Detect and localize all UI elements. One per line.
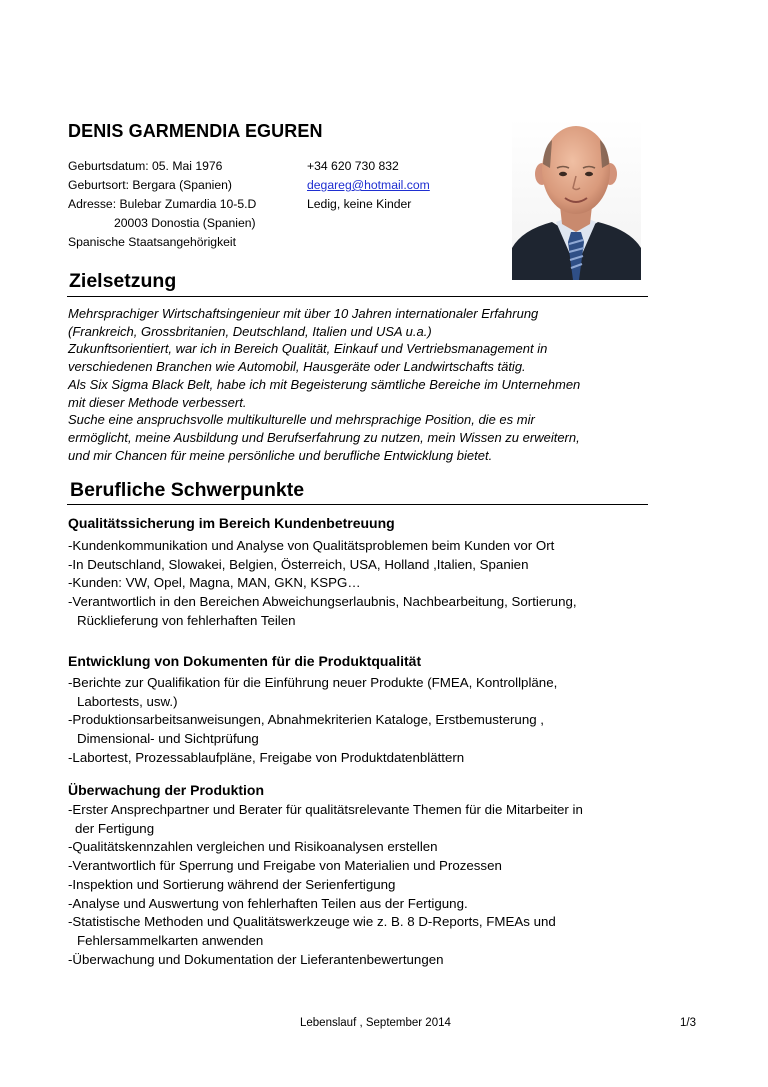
objective-line: verschiedenen Branchen wie Automobil, Hausgeräte oder Landwirtschafts tätig.: [68, 359, 526, 375]
list-item-continuation: Fehlersammelkarten anwenden: [77, 932, 264, 948]
footer-text: Lebenslauf , September 2014: [300, 1017, 451, 1029]
address-line-1: Adresse: Bulebar Zumardia 10-5.D: [68, 197, 257, 211]
section-list-production: [68, 801, 583, 969]
section-list-quality-assurance: [68, 537, 577, 631]
objective-line: Mehrsprachiger Wirtschaftsingenieur mit über 10 Jahren internationaler Erfahrung: [68, 306, 539, 321]
personal-details-right: [307, 157, 430, 214]
section-list-documents: [68, 674, 557, 768]
birthplace: Geburtsort: Bergara (Spanien): [68, 178, 232, 192]
list-item: -Überwachung und Dokumentation der Lieferantenbewertungen: [68, 951, 444, 967]
list-item: -Kunden: VW, Opel, Magna, MAN, GKN, KSPG…: [68, 575, 361, 591]
birthdate: Geburtsdatum: 05. Mai 1976: [68, 159, 223, 173]
list-item: -Verantwortlich in den Bereichen Abweichungserlaubnis, Nachbearbeitung, Sortierung,: [68, 594, 577, 610]
list-item: -Inspektion und Sortierung während der Serienfertigung: [68, 876, 396, 892]
focus-divider: [67, 504, 648, 505]
list-item: -Statistische Methoden und Qualitätswerkzeuge wie z. B. 8 D-Reports, FMEAs und: [68, 914, 556, 930]
list-item-continuation: der Fertigung: [75, 820, 155, 836]
list-item: -Berichte zur Qualifikation für die Einführung neuer Produkte (FMEA, Kontrollpläne,: [68, 675, 558, 690]
nationality: Spanische Staatsangehörigkeit: [68, 235, 237, 249]
list-item-continuation: Rücklieferung von fehlerhaften Teilen: [77, 612, 296, 628]
section-title-production: Überwachung der Produktion: [68, 782, 265, 798]
focus-heading: Berufliche Schwerpunkte: [70, 479, 305, 501]
objective-line: und mir Chancen für meine persönliche und berufliche Entwicklung bietet.: [68, 447, 493, 463]
address-line-2: 20003 Donostia (Spanien): [114, 216, 256, 230]
list-item: -Verantwortlich für Sperrung und Freigabe von Materialien und Prozessen: [68, 858, 502, 874]
page-number: 1/3: [680, 1017, 696, 1029]
section-title-quality-assurance: Qualitätssicherung im Bereich Kundenbetreuung: [68, 515, 395, 531]
profile-photo: [512, 118, 641, 280]
objective-line: Suche eine anspruchsvolle multikulturelle und mehrsprachige Position, die es mir: [68, 412, 535, 428]
list-item-continuation: Dimensional- und Sichtprüfung: [77, 731, 259, 747]
objective-text: [68, 305, 648, 464]
email-link[interactable]: degareg@hotmail.com: [307, 178, 430, 192]
objective-line: mit dieser Methode verbessert.: [68, 394, 247, 410]
list-item: -Qualitätskennzahlen vergleichen und Risikoanalysen erstellen: [68, 839, 438, 855]
list-item: -Analyse und Auswertung von fehlerhaften Teilen aus der Fertigung.: [68, 895, 468, 911]
marital-status: Ledig, keine Kinder: [307, 197, 412, 211]
list-item: -In Deutschland, Slowakei, Belgien, Österreich, USA, Holland ,Italien, Spanien: [68, 556, 529, 572]
list-item: -Kundenkommunikation und Analyse von Qualitätsproblemen beim Kunden vor Ort: [68, 538, 555, 553]
objective-line: Als Six Sigma Black Belt, habe ich mit Begeisterung sämtliche Bereiche im Unternehmen: [68, 376, 581, 392]
objective-line: (Frankreich, Grossbritanien, Deutschland, Italien und USA u.a.): [68, 323, 432, 339]
objective-divider: [67, 296, 648, 297]
phone: +34 620 730 832: [307, 159, 399, 173]
list-item: -Labortest, Prozessablaufpläne, Freigabe von Produktdatenblättern: [68, 749, 465, 765]
objective-heading: Zielsetzung: [69, 270, 177, 292]
list-item-continuation: Labortests, usw.): [77, 693, 178, 709]
personal-details-left: [68, 157, 256, 252]
person-name: DENIS GARMENDIA EGUREN: [68, 121, 323, 141]
list-item: -Produktionsarbeitsanweisungen, Abnahmekriterien Kataloge, Erstbemusterung ,: [68, 712, 545, 728]
section-title-documents: Entwicklung von Dokumenten für die Produktqualität: [68, 653, 422, 669]
objective-line: ermöglicht, meine Ausbildung und Berufserfahrung zu nutzen, mein Wissen zu erweitern,: [68, 429, 580, 445]
objective-line: Zukunftsorientiert, war ich in Bereich Qualität, Einkauf und Vertriebsmanagement in: [68, 341, 548, 357]
list-item: -Erster Ansprechpartner und Berater für qualitätsrelevante Themen für die Mitarbeiter in: [68, 802, 583, 817]
